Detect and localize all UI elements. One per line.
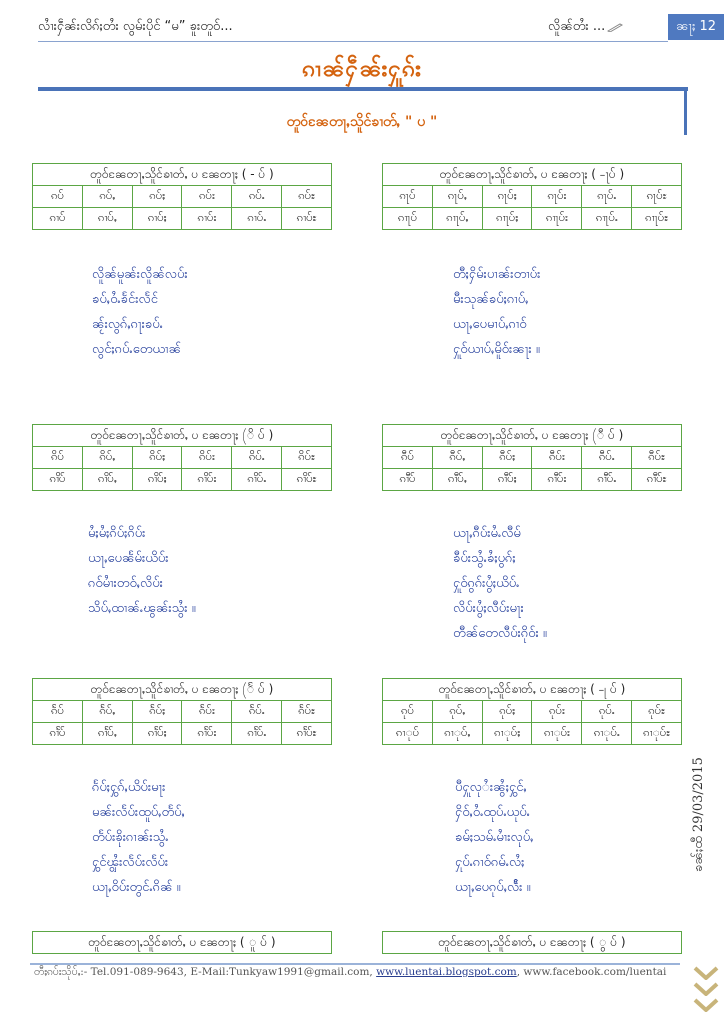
footer-divider [30,963,680,965]
table-cell: ၵပ် [33,186,83,208]
table-header: တူဝ်ၼႄတႃႇသိူင်ၶၢတ်ႇ ပ ၼႄတႃႈ ( -ု ပ် ) [383,679,682,701]
table-cell: ၵၢႅပ်ႉ [232,723,282,745]
poem-line: ၶမ်ႈသမ်ႉမၢႆးလုပ်ႇ [455,830,534,845]
table-cell: ၵၢိပ်း [182,469,232,491]
table-cell: ၵၢီပ်ႈ [482,469,532,491]
table-header: တူဝ်ၼႄတႃႇသိူင်ၶၢတ်ႇ ပ ၼႄတႃႈ (ႅ ပ် ) [33,679,332,701]
table-cell: ၵိပ်ႊ [282,447,332,469]
table-cell: ၵႃပ်ႉ [582,186,632,208]
blog-link[interactable]: www.luentai.blogspot.com [376,966,517,978]
table-header: တူဝ်ၼႄတႃႇသိူင်ၶၢတ်ႇ ပ ၼႄတႃႈ (ီ ပ် ) [383,425,682,447]
table-cell: ၵၢီပ် [383,469,433,491]
table-cell: ၵၢႅပ်ႊ [282,723,332,745]
table-cell: ၵီပ်ႈ [482,447,532,469]
header-left-text: လၢႆးႁဵၼ်းလိၵ်ႈတႆး လွမ်းပိုင် “မ” ၶူးတူဝ်... [38,19,233,34]
vowel-table [32,163,332,230]
chevron-down-icon [692,998,720,1012]
table-cell: ၵၢုပ်ႉ [582,723,632,745]
table-cell: ၵိပ်ႉ [232,447,282,469]
table-cell: ၵၢုပ်ႈ [482,723,532,745]
table-header: တူဝ်ၼႄတႃႇသိူင်ၶၢတ်ႇ ပ ၼႄတႃႈ ( -ႃပ် ) [383,164,682,186]
footer [34,966,666,981]
chevron-down-icon [692,966,720,980]
poem-line: မၼ်းလႅပ်းထူပ်ႇတႅပ်ႇ [92,805,185,820]
table-cell: ၵီပ် [383,447,433,469]
page-title: ၵၢၼ်ႁဵၼ်းႁူၵ်း [302,56,422,82]
table-cell: ၵၢႃပ်ႊ [632,208,682,230]
table-cell: ၵၢပ်း [182,208,232,230]
table-cell: ၵပ်ႉ [232,186,282,208]
table-cell: ၵၢီပ်ႉ [582,469,632,491]
table-cell: ၵုပ် [383,701,433,723]
table-cell: ၵုပ်ႈ [482,701,532,723]
table-cell: ၵႅပ်း [182,701,232,723]
poem-line: သိပ်ႇထၢၼ်ႉၽွၼ်းသွႆး ။ [88,601,196,616]
poem-line: တီႈႁိမ်းပၢၼ်းတၢပ်း [453,267,541,282]
table-cell: ၵၢႃပ်း [532,208,582,230]
table-header: တူဝ်ၼႄတႃႇသိူင်ၶၢတ်ႇ ပ ၼႄတႃႈ ( - ပ် ) [33,164,332,186]
table-cell: ၵၢပ်ႉ [232,208,282,230]
table-cell: ၵိပ်း [182,447,232,469]
table-cell: ၵၢပ်ႊ [282,208,332,230]
table-header: တူဝ်ၼႄတႃႇသိူင်ၶၢတ်ႇ ပ ၼႄတႃႈ ( ွ ပ် ) [383,932,682,954]
table-cell: ၵၢိပ်ႊ [282,469,332,491]
table-cell: ၵုပ်ႊ [632,701,682,723]
table-cell: ၵႅပ်ႈ [132,701,182,723]
table-cell: ၵၢီပ်း [532,469,582,491]
poem-line: ႁုပ်ႉၵၢဝ်ၵမ်ႉလႆႈ [455,855,525,870]
table-cell: ၵၢီပ်ႊ [632,469,682,491]
table-cell: ၵပ်ႈ [132,186,182,208]
table-cell: ၵၢႃပ်ႉ [582,208,632,230]
table-cell: ၵုပ်ႉ [582,701,632,723]
poem-line: မႆႈမႆႈၵိပ်ႈၵိပ်း [88,526,146,541]
table-cell: ၵႃပ်း [532,186,582,208]
table-cell: ၵႃပ်ႇ [432,186,482,208]
table-cell: ၵၢႃပ်ႇ [432,208,482,230]
table-cell: ၵၢိပ် [33,469,83,491]
side-date: ၶၼ်ႈထီ 29/03/2015 [691,757,706,872]
table-cell: ၵႅပ် [33,701,83,723]
table-cell: ၵႅပ်ႉ [232,701,282,723]
table-cell: ၵၢိပ်ႇ [82,469,132,491]
poem-line: လွင်ႈၵပ်ႉတေယၢၼ် [92,342,182,357]
poem-block [455,775,533,900]
poem-line: ယႃႇၵီပ်းမႆႉလီမ် [453,526,521,541]
table-cell: ၵႅပ်ႊ [282,701,332,723]
table-cell: ၵၢႃပ်ႈ [482,208,532,230]
table-cell: ၵၢိပ်ႉ [232,469,282,491]
poem-line: ပီႁူလုႆးၼွႆႈႁွင်ႇ [455,780,527,795]
poem-line: လိပ်းပွႆႈလီပ်းမႃး [453,601,524,616]
table-cell: ၵပ်း [182,186,232,208]
poem-line: ၶပ်ႇဝႆႉၶႅင်းလႅင် [92,292,158,307]
poem-line: တႅပ်းၶိုးၵၢၼ်းသွႆႉ [92,830,169,845]
header-right-text [548,18,623,37]
table-cell: ၵၢႅပ် [33,723,83,745]
poem-line: လိူၼ်မူၼ်းလိူၼ်လပ်း [92,267,188,282]
table-cell: ၵၢပ်ႈ [132,208,182,230]
table-cell: ၵပ်ႇ [82,186,132,208]
poem-line: ႁူဝ်ယၢပ်ႇမိူဝ်းၼႃး ။ [453,342,540,357]
page-subtitle: တူဝ်ၼႄတႃႇသိူင်ၶၢတ်ႇ " ပ " [286,114,438,130]
vowel-table [32,424,332,491]
poem-line: ႁွင်ၾွႆးလႅပ်းလႅပ်း [92,855,169,870]
table-cell: ၵၢႅပ်ႈ [132,723,182,745]
poem-line: ၵႅပ်ႈႁွၵ်ႇယိပ်းမႃး [92,780,166,795]
poem-line: ႁိဝ်ႇဝႆႉထုပ်ႉယုပ်ႉ [455,805,530,820]
poem-line: ယႃႇပေၼႅမ်းယိပ်း [88,551,169,566]
footer-contact: တီႈၵပ်းသိုပ်ႇ:- Tel.091-089-9643, E-Mail:Tunkyaw1991@gmail.com, [34,966,373,978]
vowel-table [382,163,682,230]
vowel-table [382,931,682,954]
vowel-table [32,931,332,954]
title-underline [38,87,688,91]
poem-line: မီးသုၼ်ၶပ်ႈၵၢပ်ႇ [453,292,529,307]
table-cell: ၵၢုပ်ႊ [632,723,682,745]
table-cell: ၵပ်ႊ [282,186,332,208]
table-cell: ၵိပ် [33,447,83,469]
table-header: တူဝ်ၼႄတႃႇသိူင်ၶၢတ်ႇ ပ ၼႄတႃႈ ( ူ ပ် ) [33,932,332,954]
table-header: တူဝ်ၼႄတႃႇသိူင်ၶၢတ်ႇ ပ ၼႄတႃႈ (ိ ပ် ) [33,425,332,447]
table-cell: ၵီပ်ႉ [582,447,632,469]
poem-line: ၶီပ်းသွႆႉၶႆႈပွၵ်ႈ [453,551,516,566]
table-cell: ၵၢီပ်ႇ [432,469,482,491]
poem-line: ယႃႇဝိပ်းတွင်ႉၵိၼ် ။ [92,880,181,895]
poem-block [453,521,547,646]
table-cell: ၵၢပ်ႇ [82,208,132,230]
table-cell: ၵၢုပ်း [532,723,582,745]
poem-line: တီၼ်တေလီပ်းၵိုဝ်း ။ [453,626,547,641]
table-cell: ၵၢုပ်ႇ [432,723,482,745]
table-cell: ၵၢိပ်ႈ [132,469,182,491]
page-number-badge: ၼႃႈ 12 [668,14,724,40]
table-cell: ၵႃပ် [383,186,433,208]
table-cell: ၵႃပ်ႊ [632,186,682,208]
table-cell: ၵုပ်ႇ [432,701,482,723]
poem-block [88,521,196,621]
table-cell: ၵီပ်ႇ [432,447,482,469]
vowel-table [382,678,682,745]
poem-line: ႁူဝ်ၵွၵ်းပွႆႈယိပ်ႉ [453,576,520,591]
table-cell: ၵၢပ် [33,208,83,230]
table-cell: ၵိပ်ႇ [82,447,132,469]
table-cell: ၵိပ်ႈ [132,447,182,469]
table-cell: ၵႃပ်ႈ [482,186,532,208]
poem-block [453,262,540,362]
header-divider [38,41,668,42]
table-cell: ၵီပ်း [532,447,582,469]
poem-block [92,262,188,362]
table-cell: ၵုပ်း [532,701,582,723]
vowel-table [382,424,682,491]
poem-line: ယႃႇပေၵုပ်ႇလႅႆး ။ [455,880,531,895]
pen-icon [607,22,623,32]
facebook-link[interactable]: , www.facebook.com/luentai [516,966,667,978]
poem-line: ယႃႇပေမၢပ်ႇၵၢဝ် [453,317,527,332]
chevron-down-icon [692,982,720,996]
table-cell: ၵီပ်ႊ [632,447,682,469]
table-cell: ၵၢုပ် [383,723,433,745]
table-cell: ၵၢႅပ်း [182,723,232,745]
header-right-label: လိူၼ်တႆး ... [548,19,606,34]
table-cell: ၵႅပ်ႇ [82,701,132,723]
poem-line: ၼႂ်းလွၵ်ႇၵႃးၶပ်ႉ [92,317,163,332]
table-cell: ၵၢႃပ် [383,208,433,230]
table-cell: ၵၢႅပ်ႇ [82,723,132,745]
poem-block [92,775,185,900]
poem-line: ၵဝ်မၢႆးတဝ်ႇလိပ်း [88,576,163,591]
vowel-table [32,678,332,745]
